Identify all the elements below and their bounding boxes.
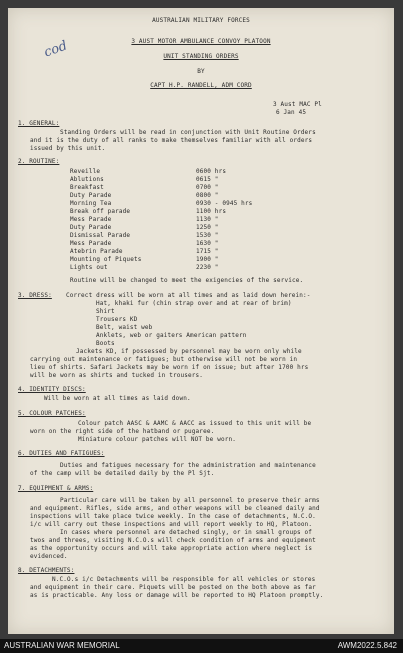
routine-event: Atebrin Parade — [70, 248, 123, 255]
section-general-heading: 1. GENERAL: — [18, 120, 60, 127]
equipment-line: and equipment. Rifles, side arms, and other weapons will be cleaned daily and — [30, 505, 320, 512]
section-detachments-heading: 8. DETACHMENTS: — [18, 567, 75, 574]
routine-time: 1250 " — [196, 224, 219, 231]
dress-item: Shirt — [96, 308, 115, 315]
detachments-line: N.C.O.s i/c Detachments will be responsible for all vehicles or stores — [52, 576, 316, 583]
dress-line: lieu of shirts. Safari Jackets may be worn if on issue; but after 1700 hrs — [30, 364, 309, 371]
routine-time: 2230 " — [196, 264, 219, 271]
equipment-line: i/c will carry out these inspections and will report weekly to HQ, Platoon. — [30, 521, 313, 528]
dress-item: Anklets, web or gaiters American pattern — [96, 332, 247, 339]
section-identity-heading: 4. IDENTITY DISCS: — [18, 386, 86, 393]
identity-line: Will be worn at all times as laid down. — [44, 395, 191, 402]
routine-event: Break off parade — [70, 208, 131, 215]
routine-time: 0600 hrs — [196, 168, 227, 175]
colour-line: Colour patch AASC & AAMC & AACC as issued to this unit will be — [78, 420, 312, 427]
routine-event: Reveille — [70, 168, 101, 175]
org-heading: AUSTRALIAN MILITARY FORCES — [152, 17, 250, 24]
routine-time: 1100 hrs — [196, 208, 227, 215]
routine-event: Mess Parade — [70, 216, 112, 223]
author-line: CAPT H.P. RANDELL, ADM CORD — [150, 82, 252, 89]
document-page — [8, 8, 394, 634]
routine-event: Mounting of Piquets — [70, 256, 142, 263]
detachments-line: and equipment in their care. Piquets will be posted on the both above as far — [30, 584, 316, 591]
routine-time: 1630 " — [196, 240, 219, 247]
routine-time: 1900 " — [196, 256, 219, 263]
equipment-line: evidenced. — [30, 553, 68, 560]
unit-heading: 3 AUST MOTOR AMBULANCE CONVOY PLATOON — [131, 38, 271, 45]
section-colour-heading: 5. COLOUR PATCHES: — [18, 410, 86, 417]
equipment-line: as the opportunity occurs and will take appropriate action where neglect is — [30, 545, 313, 552]
equipment-line: inspections will take place twice weekly. In the case of detachments, N.C.O. — [30, 513, 316, 520]
section-equipment-heading: 7. EQUIPMENT & ARMS: — [18, 485, 94, 492]
footer-institution: AUSTRALIAN WAR MEMORIAL — [4, 641, 120, 650]
routine-time: 0615 " — [196, 176, 219, 183]
handwritten-note: cod — [42, 38, 70, 61]
equipment-line: Particular care will be taken by all personnel to preserve their arms — [60, 497, 320, 504]
by-label: BY — [197, 68, 205, 75]
general-line: Standing Orders will be read in conjunction with Unit Routine Orders — [60, 129, 316, 136]
routine-time: 0800 " — [196, 192, 219, 199]
general-line: and it is the duty of all ranks to make themselves familiar with all orders — [30, 137, 313, 144]
routine-event: Lights out — [70, 264, 108, 271]
routine-time: 1530 " — [196, 232, 219, 239]
routine-time: 1130 " — [196, 216, 219, 223]
colour-line: Miniature colour patches will NOT be worn. — [78, 436, 237, 443]
doc-title: UNIT STANDING ORDERS — [163, 53, 239, 60]
routine-note: Routine will be changed to meet the exigencies of the service. — [70, 277, 304, 284]
routine-time: 1715 " — [196, 248, 219, 255]
dress-item: Trousers KD — [96, 316, 138, 323]
dress-line: Jackets KD, if possessed by personnel may be worn only while — [76, 348, 302, 355]
routine-time: 0930 - 0945 hrs — [196, 200, 253, 207]
colour-line: worn on the right side of the hatband or pugaree. — [30, 428, 215, 435]
section-duties-heading: 6. DUTIES AND FATIGUES: — [18, 450, 105, 457]
dress-line: will be worn as shirts and tucked in trousers. — [30, 372, 204, 379]
section-dress-heading: 3. DRESS: — [18, 292, 52, 299]
routine-event: Dismissal Parade — [70, 232, 131, 239]
footer-accession-number: AWM2022.5.842 — [337, 641, 397, 650]
ref-unit: 3 Aust MAC Pl — [273, 101, 322, 108]
equipment-line: twos and threes, visiting N.C.O.s will check condition of arms and equipment — [30, 537, 316, 544]
routine-time: 0700 " — [196, 184, 219, 191]
duties-line: of the camp will be detailed daily by the Pl Sjt. — [30, 470, 215, 477]
duties-line: Duties and fatigues necessary for the administration and maintenance — [60, 462, 316, 469]
dress-item: Boots — [96, 340, 115, 347]
dress-item: Belt, waist web — [96, 324, 153, 331]
dress-item: Hat, khaki fur (chin strap over and at rear of brim) — [96, 300, 292, 307]
routine-event: Duty Parade — [70, 224, 112, 231]
equipment-line: In cases where personnel are detached singly, or in small groups of — [60, 529, 313, 536]
routine-event: Morning Tea — [70, 200, 112, 207]
archive-footer — [0, 639, 403, 653]
dress-line: carrying out maintenance or fatigues; but otherwise will not be worn in — [30, 356, 298, 363]
general-line: issued by this unit. — [30, 145, 106, 152]
section-routine-heading: 2. ROUTINE: — [18, 158, 60, 165]
detachments-line: as is practicable. Any loss or damage will be reported to HQ Platoon promptly. — [30, 592, 324, 599]
routine-event: Duty Parade — [70, 192, 112, 199]
routine-event: Ablutions — [70, 176, 104, 183]
routine-event: Mess Parade — [70, 240, 112, 247]
dress-line: Correct dress will be worn at all times and as laid down herein:- — [66, 292, 311, 299]
ref-date: 6 Jan 45 — [276, 109, 307, 116]
routine-event: Breakfast — [70, 184, 104, 191]
